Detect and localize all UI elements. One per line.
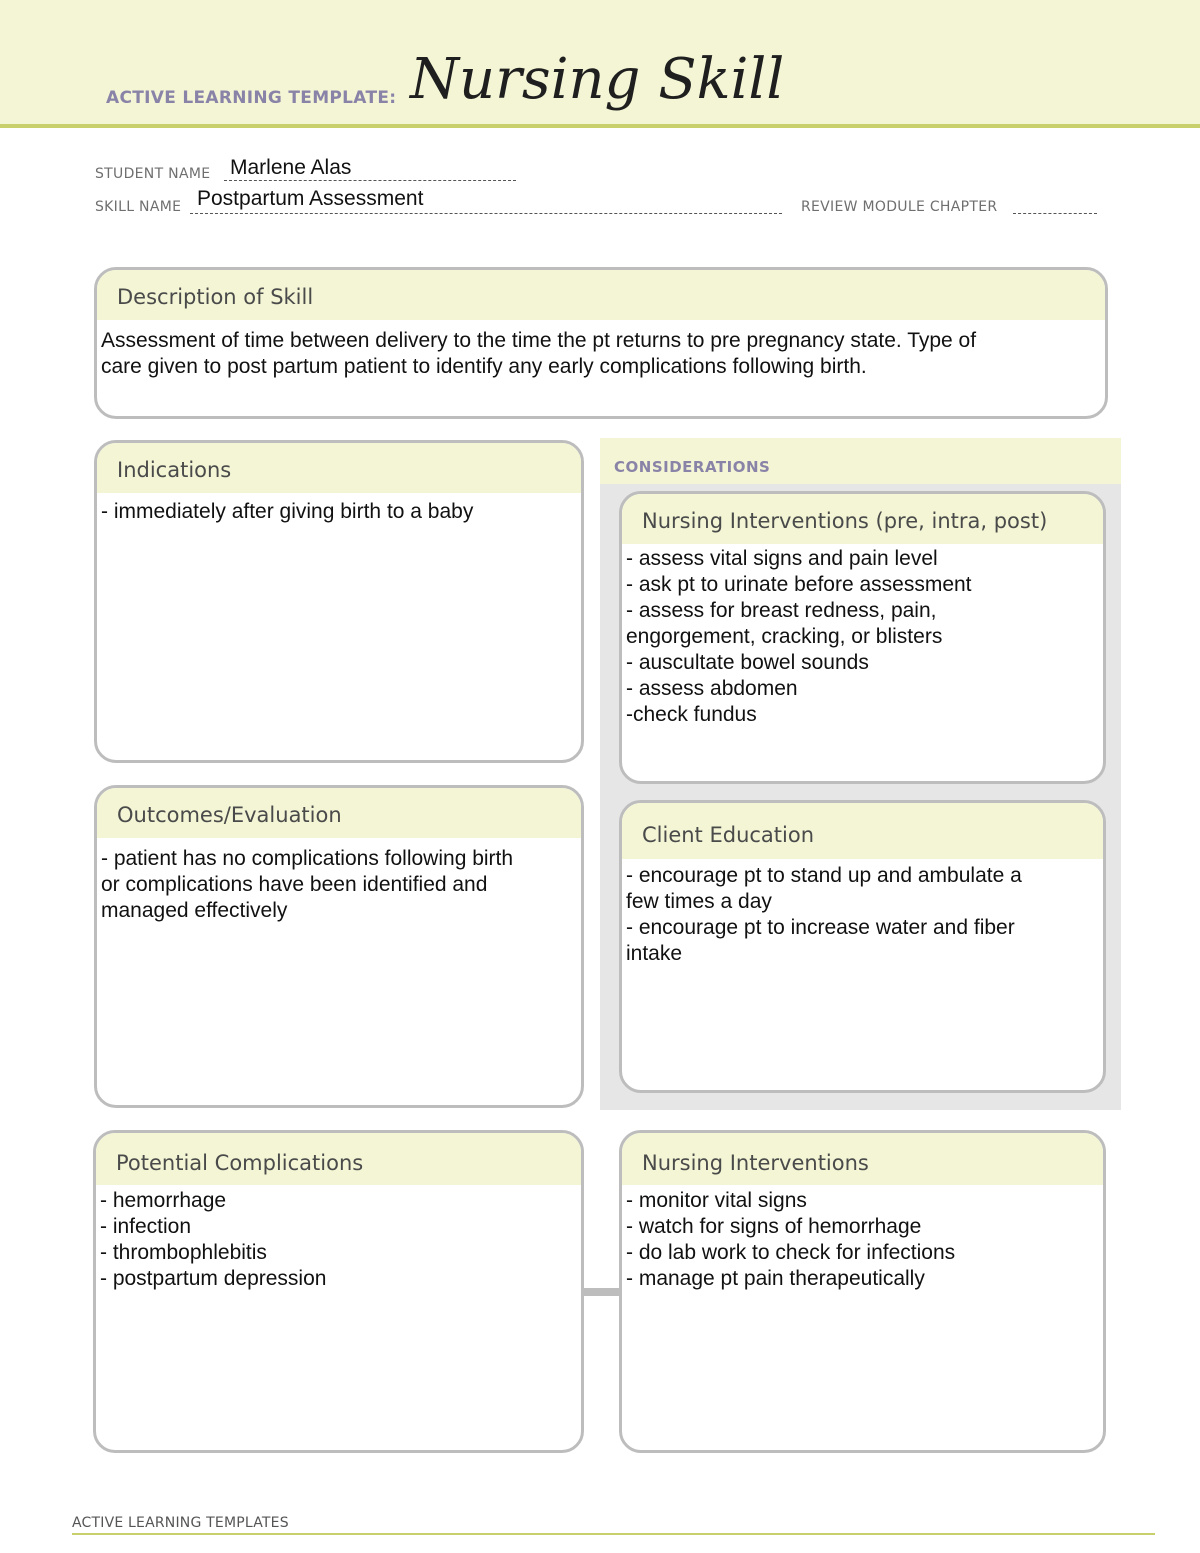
outcomes-line: managed effectively: [101, 899, 288, 922]
potential-complications-line: - infection: [100, 1215, 192, 1238]
client-education-body[interactable]: [622, 859, 1103, 967]
template-label: ACTIVE LEARNING TEMPLATE:: [106, 88, 397, 108]
client-education-line: - encourage pt to increase water and fiber: [626, 916, 1015, 939]
review-module-label: REVIEW MODULE CHAPTER: [801, 199, 998, 215]
nursing-interventions-pre-line: - assess abdomen: [626, 677, 798, 700]
nursing-interventions-line: - monitor vital signs: [626, 1189, 807, 1212]
potential-complications-line: - hemorrhage: [100, 1189, 227, 1212]
review-module-field[interactable]: [1013, 213, 1097, 214]
nursing-interventions-body[interactable]: [622, 1185, 1103, 1292]
potential-complications-box: [93, 1130, 584, 1453]
potential-complications-line: - postpartum depression: [100, 1267, 327, 1290]
nursing-interventions-title: Nursing Interventions: [622, 1133, 1103, 1185]
nursing-interventions-pre-box: [619, 491, 1106, 784]
outcomes-line: - patient has no complications following birth: [101, 847, 514, 870]
considerations-title: CONSIDERATIONS: [614, 458, 771, 476]
skill-name-label: SKILL NAME: [95, 199, 182, 215]
nursing-interventions-pre-body[interactable]: [622, 544, 1103, 728]
client-education-line: few times a day: [626, 890, 772, 913]
nursing-interventions-pre-line: -check fundus: [626, 703, 757, 726]
nursing-interventions-pre-line: - assess vital signs and pain level: [626, 547, 938, 570]
footer-rule: [72, 1533, 1155, 1535]
connector-bar: [582, 1288, 622, 1296]
skill-name-field[interactable]: Postpartum Assessment: [197, 187, 424, 210]
nursing-interventions-pre-line: - ask pt to urinate before assessment: [626, 573, 972, 596]
student-name-label: STUDENT NAME: [95, 166, 211, 182]
nursing-interventions-line: - manage pt pain therapeutically: [626, 1267, 925, 1290]
client-education-box: [619, 800, 1106, 1093]
nursing-interventions-pre-line: engorgement, cracking, or blisters: [626, 625, 943, 648]
description-body[interactable]: [97, 320, 1105, 380]
indications-line: - immediately after giving birth to a baby: [101, 500, 474, 523]
student-name-field[interactable]: Marlene Alas: [230, 156, 352, 179]
nursing-interventions-line: - watch for signs of hemorrhage: [626, 1215, 922, 1238]
indications-body[interactable]: [97, 493, 581, 525]
description-title: Description of Skill: [97, 270, 1105, 320]
nursing-interventions-line: - do lab work to check for infections: [626, 1241, 956, 1264]
skill-name-line: [190, 213, 782, 214]
client-education-line: intake: [626, 942, 683, 965]
nursing-interventions-pre-line: - assess for breast redness, pain,: [626, 599, 937, 622]
potential-complications-line: - thrombophlebitis: [100, 1241, 267, 1264]
description-box: [94, 267, 1108, 419]
nursing-interventions-pre-title: Nursing Interventions (pre, intra, post): [622, 494, 1103, 544]
description-line: care given to post partum patient to identify any early complications following birth.: [101, 355, 867, 378]
client-education-line: - encourage pt to stand up and ambulate a: [626, 864, 1022, 887]
outcomes-line: or complications have been identified and: [101, 873, 488, 896]
template-title: Nursing Skill: [410, 47, 785, 112]
nursing-interventions-pre-line: - auscultate bowel sounds: [626, 651, 869, 674]
indications-title: Indications: [97, 443, 581, 493]
potential-complications-body[interactable]: [96, 1185, 581, 1292]
outcomes-body[interactable]: [97, 838, 581, 924]
description-line: Assessment of time between delivery to the time the pt returns to pre pregnancy state. Type of: [101, 329, 977, 352]
header-rule: [0, 124, 1200, 128]
indications-box: [94, 440, 584, 763]
outcomes-title: Outcomes/Evaluation: [97, 788, 581, 838]
outcomes-box: [94, 785, 584, 1108]
student-name-line: [224, 180, 516, 181]
potential-complications-title: Potential Complications: [96, 1133, 581, 1185]
nursing-interventions-box: [619, 1130, 1106, 1453]
client-education-title: Client Education: [622, 803, 1103, 859]
footer-text: ACTIVE LEARNING TEMPLATES: [72, 1515, 289, 1531]
